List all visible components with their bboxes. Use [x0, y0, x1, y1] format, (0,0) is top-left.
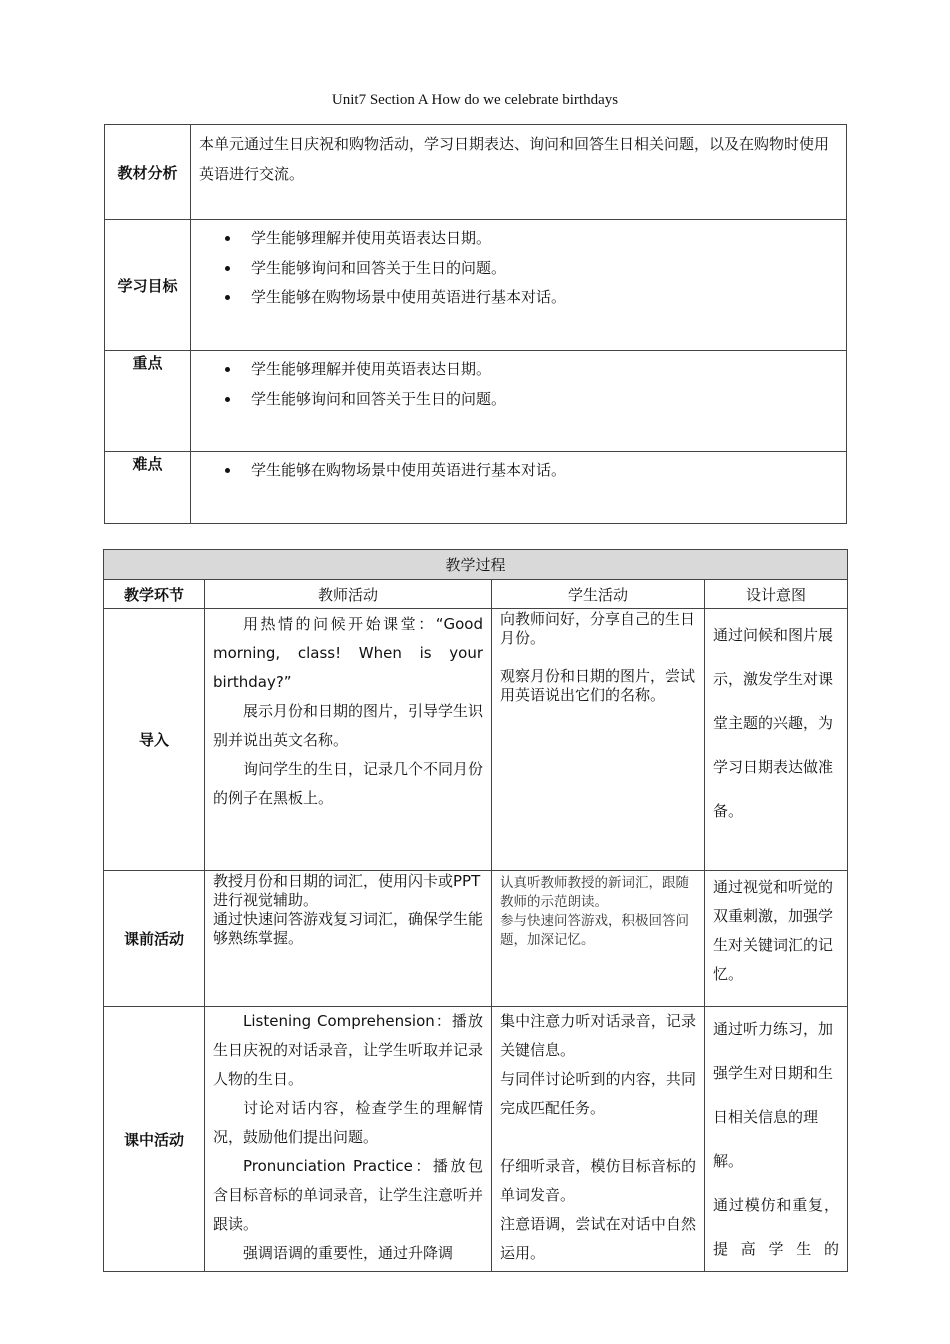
- student-para: 与同伴讨论听到的内容，共同完成匹配任务。: [500, 1070, 696, 1117]
- teacher-para: Pronunciation Practice：播放包含目标音标的单词录音，让学生注意听并跟读。: [213, 1157, 484, 1233]
- process-band: 教学过程: [104, 550, 848, 580]
- process-table: [103, 549, 848, 1272]
- stage-label: 导入: [104, 609, 205, 871]
- key-item: • 学生能够询问和回答关于生日的问题。: [241, 385, 846, 415]
- goals-list: [191, 220, 846, 313]
- teacher-para: 展示月份和日期的图片，引导学生识别并说出英文名称。: [213, 702, 484, 749]
- teacher-para: 教授月份和日期的词汇，使用闪卡或PPT进行视觉辅助。: [213, 872, 481, 909]
- difficult-row: [105, 452, 847, 524]
- design-intent: 通过问候和图片展示，激发学生对课堂主题的兴趣，为学习日期表达做准备。: [705, 609, 848, 871]
- student-activity: [492, 871, 705, 1007]
- student-para: 集中注意力听对话录音，记录关键信息。: [500, 1012, 696, 1059]
- row-main: [104, 1007, 848, 1272]
- document-title: Unit7 Section A How do we celebrate birthdays: [331, 92, 619, 108]
- student-activity: [492, 609, 705, 871]
- student-para: 注意语调，尝试在对话中自然运用。: [500, 1215, 696, 1262]
- student-para: 认真听教师教授的新词汇，跟随教师的示范朗读。: [500, 875, 689, 910]
- difficult-list: [191, 452, 846, 486]
- teacher-activity: [205, 871, 492, 1007]
- row-intro: [104, 609, 848, 871]
- difficult-cell: [191, 452, 847, 524]
- key-list: [191, 351, 846, 414]
- row-pre: [104, 871, 848, 1007]
- key-row: [105, 351, 847, 452]
- goal-item: • 学生能够在购物场景中使用英语进行基本对话。: [241, 283, 846, 313]
- process-header-row: [104, 580, 848, 609]
- student-para: 观察月份和日期的图片，尝试用英语说出它们的名称。: [500, 667, 696, 704]
- key-label: 重点: [105, 351, 191, 452]
- difficult-item: • 学生能够在购物场景中使用英语进行基本对话。: [241, 456, 846, 486]
- teacher-para: 用热情的问候开始课堂：“Good morning, class! When is your birthday?”: [213, 615, 483, 691]
- analysis-row: [105, 125, 847, 220]
- goals-row: [105, 220, 847, 351]
- teacher-para: 讨论对话内容，检查学生的理解情况，鼓励他们提出问题。: [213, 1099, 483, 1146]
- student-activity: [492, 1007, 705, 1272]
- student-para: 向教师问好，分享自己的生日月份。: [500, 610, 696, 647]
- design-intent: [705, 1007, 848, 1272]
- teacher-para: 强调语调的重要性，通过升降调: [243, 1244, 454, 1262]
- header-student: 学生活动: [492, 580, 705, 609]
- teacher-activity: [205, 1007, 492, 1272]
- teacher-para: Listening Comprehension：播放生日庆祝的对话录音，让学生听取并记录人物的生日。: [213, 1012, 484, 1088]
- goal-item: • 学生能够理解并使用英语表达日期。: [241, 224, 846, 254]
- student-para: 仔细听录音，模仿目标音标的单词发音。: [500, 1157, 696, 1204]
- stage-label: 课中活动: [104, 1007, 205, 1272]
- key-item: • 学生能够理解并使用英语表达日期。: [241, 355, 846, 385]
- design-para: 通过模仿和重复，提高学生的: [713, 1196, 840, 1258]
- design-intent: 通过视觉和听觉的双重刺激，加强学生对关键词汇的记忆。: [705, 871, 848, 1007]
- teacher-para: 询问学生的生日，记录几个不同月份的例子在黑板上。: [213, 760, 484, 807]
- overview-table: [104, 124, 847, 524]
- student-para: 参与快速问答游戏，积极回答问题，加深记忆。: [500, 913, 689, 948]
- process-band-row: [104, 550, 848, 580]
- goals-cell: [191, 220, 847, 351]
- goal-item: • 学生能够询问和回答关于生日的问题。: [241, 254, 846, 284]
- key-cell: [191, 351, 847, 452]
- stage-label: 课前活动: [104, 871, 205, 1007]
- design-para: 通过听力练习，加强学生对日期和生日相关信息的理解。: [713, 1020, 834, 1170]
- analysis-text: 本单元通过生日庆祝和购物活动，学习日期表达、询问和回答生日相关问题，以及在购物时使用英语进行交流。: [191, 125, 847, 220]
- analysis-label: 教材分析: [105, 125, 191, 220]
- header-design: 设计意图: [705, 580, 848, 609]
- difficult-label: 难点: [105, 452, 191, 524]
- goals-label: 学习目标: [105, 220, 191, 351]
- header-teacher: 教师活动: [205, 580, 492, 609]
- header-stage: 教学环节: [104, 580, 205, 609]
- teacher-para: 通过快速问答游戏复习词汇，确保学生能够熟练掌握。: [213, 910, 484, 947]
- teacher-activity: [205, 609, 492, 871]
